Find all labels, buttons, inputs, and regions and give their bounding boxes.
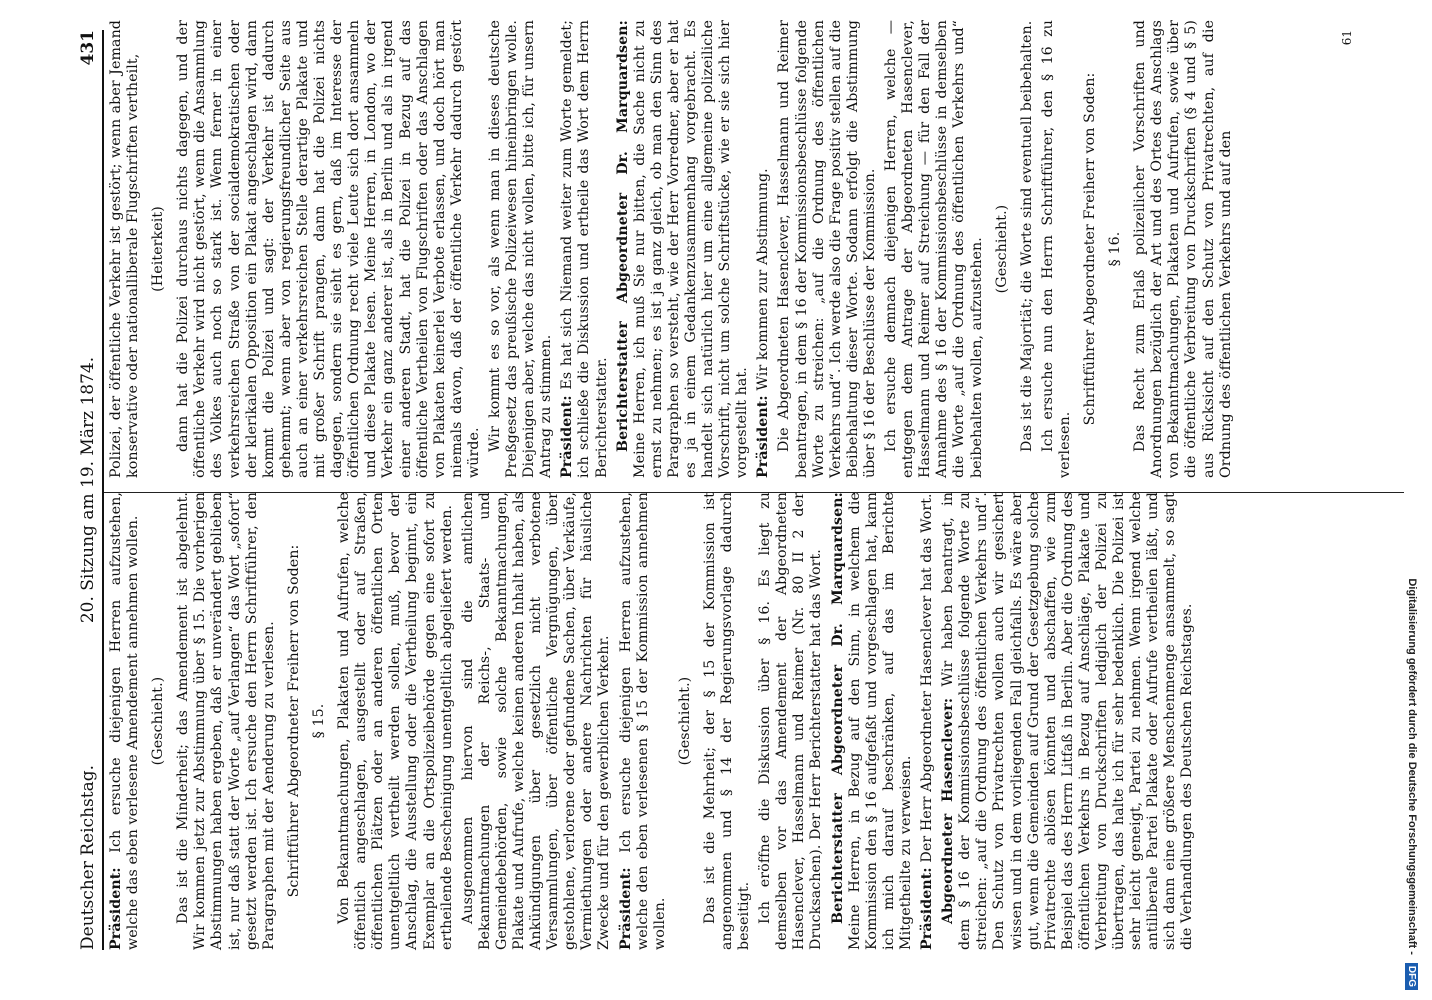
speaker-name: Präsident: — [919, 867, 936, 950]
header-left: Deutscher Reichstag. — [78, 765, 98, 950]
paragraph-text: Wir haben beantragt, in dem § 16 der Kommissionsbeschlüsse folgende Worte zu streichen: „auf die Ordnung des öffentlichen Verkehrs und“. Den Schutz von Privatrechten wollen auch wir gesichert wissen und in dem vorliegenden Fall gleichfalls. Es wäre aber gut, wenn die Gemeinden auf Grund der Gesetzgebung solche Privatrechte ablösen könnten und abschaffen, wie zum Beispiel das des Herrn Litfaß in Berlin. Aber die Ordnung des öffentlichen Verkehrs in Bezug auf Anschläge, Plakate und Verbreitung von Druckschriften lediglich der Polizei zu übertragen, das halte ich für sehr bedenklich. Die Polizei ist sehr leicht geneigt, Partei zu nehmen. Wenn irgend welche antiliberale Partei Plakate oder Aufrufe vertheilen läßt, und sich dann eine größere Menschenmenge ansammelt, so sagt die Verhandlungen des Deutschen Reichstages. — [940, 492, 1196, 950]
paragraph-text: Das ist die Minderheit; das Amendement ist abgelehnt. Wir kommen jetzt zur Abstimmung über § 15. Die vorherigen Abstimmungen haben ergeben, daß er unverändert geblieben ist, nur daß statt der Worte „auf Verlangen“ das Wort „sofort“ gesetzt werden ist. Ich ersuche den Herrn Schriftführer, den Paragraphen mit der Aenderung zu verlesen. — [175, 492, 277, 950]
paragraph — [559, 20, 610, 478]
paragraph-text: Ich ersuche diejenigen Herren aufzustehen, welche das eben verlesene Amendement annehmen wollen. — [108, 492, 142, 950]
paragraph-text: Polizei, der öffentliche Verkehr ist gestört; wenn aber Jemand konservative oder nationalliberale Flugschriften vertheilt, — [108, 20, 142, 478]
page-header — [70, 30, 104, 950]
centered-line: (Heiterkeit) — [150, 206, 167, 292]
paragraph — [618, 492, 669, 950]
paragraph — [1132, 20, 1235, 478]
paragraph-text: Ich ersuche nun den Herrn Schriftführer, den § 16 zu verlesen. — [1039, 20, 1073, 478]
paragraph-text: Die Abgeordneten Hasenclever, Hasselmann und Reimer beantragen, in dem § 16 der Kommissionsbeschlüsse folgende Worte zu streichen: „auf die Ordnung des öffentlichen Verkehrs und“. Ich werde also die Frage positiv stellen auf die Beibehaltung dieser Worte. Sodann erfolgt die Abstimmung über § 16 der Beschlüsse der Kommission. — [776, 20, 878, 478]
speaker-name: Berichterstatter Abgeordneter Dr. Marquardsen: — [614, 20, 631, 452]
centered-line: Schriftführer Abgeordneter Freiherr von Soden: — [1081, 72, 1098, 426]
paragraph-text: Wir kommen zur Abstimmung. — [755, 168, 772, 396]
paragraph — [940, 492, 1196, 950]
paragraph — [830, 492, 915, 950]
paragraph — [175, 492, 278, 950]
page-signature: 61 — [1340, 30, 1354, 46]
centered-line: (Geschieht.) — [150, 676, 167, 766]
paragraph — [757, 492, 825, 950]
paragraph — [883, 20, 986, 478]
centered-line: Schriftführer Abgeordneter Freiherr von Soden: — [285, 544, 302, 898]
speaker-name: Berichterstatter Abgeordneter Dr. Marquardsen: — [829, 492, 846, 924]
paragraph-text: Der Herr Abgeordneter Hasenclever hat das Wort. — [919, 493, 936, 868]
speaker-name: Präsident: — [755, 395, 772, 478]
speaker-name: Präsident: — [108, 867, 124, 950]
paragraph-text: Ich ersuche diejenigen Herren aufzustehen, welche den eben verlesenen § 15 der Kommission annehmen wollen. — [617, 492, 668, 950]
paragraph-text: Ich ersuche demnach diejenigen Herren, welche — entgegen dem Antrage der Abgeordneten Hasenclever, Hasselmann und Reimer auf Streichung — für den Fall der Annahme des § 16 der Kommissionsbeschlüsse in demselben die Worte „auf die Ordnung des öffentlichen Verkehrs und“ beibehalten wollen, aufzustehen. — [883, 20, 985, 478]
paragraph — [336, 492, 456, 950]
paragraph-text: Meine Herren, ich muß Sie nur bitten, die Sache nicht zu ernst zu nehmen; es ist ja ganz gleich, ob man den Sinn des Paragraphen so versteht, wie der Herr Vorredner, aber er hat es ja in einem Gedankenzusammenhang vorgebracht. Es handelt sich natürlich hier um eine allgemeine polizeiliche Vorschrift, nicht um solche Schriftstücke, wie er sie sich hier vorgestellt hat. — [631, 20, 751, 478]
paragraph — [1040, 20, 1074, 478]
paragraph-text: Wir kommt es so vor, als wenn man in dieses deutsche Preßgesetz das preußische Polizeiwesen hineinbringen wolle. Diejenigen aber, welche das nicht wollen, bitte ich, für unsern Antrag zu stimmen. — [486, 20, 555, 478]
centered-line: (Geschieht.) — [993, 204, 1010, 294]
dfg-logo: DFG — [1406, 963, 1419, 990]
dfg-side-note — [1392, 10, 1432, 990]
paragraph — [108, 492, 142, 950]
centered-line: § 16. — [1107, 231, 1124, 267]
centered-line: (Geschieht.) — [676, 676, 693, 766]
paragraph — [919, 492, 936, 950]
paragraph-text: Ich eröffne die Diskussion über § 16. Es liegt zu demselben vor das Amendement der Abgeordneten Hasenclever, Hasselmann und Reimer (Nr. 80 II 2 der Drucksachen). Der Herr Berichterstatter hat das Wort. — [757, 492, 825, 950]
page-number: 431 — [78, 30, 98, 66]
paragraph — [1019, 20, 1036, 478]
paragraph — [175, 20, 483, 478]
text-column-left — [108, 492, 1201, 950]
paragraph — [487, 20, 555, 478]
paragraph — [755, 20, 772, 478]
paragraph-text: Von Bekanntmachungen, Plakaten und Aufrufen, welche öffentlich angeschlagen, ausgestellt oder auf Straßen, öffentlichen Plätzen oder an anderen öffentlichen Orten unentgeltlich vertheilt werden sollen, muß, bevor der Anschlag, die Ausstellung oder die Vertheilung beginnt, ein Exemplar an die Ortspolizeibehörde gegen eine sofort zu ertheilende Bescheinigung unentgeltlich abgeliefert werden. — [336, 492, 455, 950]
paragraph-text: Ausgenommen hiervon sind die amtlichen Bekanntmachungen der Reichs-, Staats- und Gemeindebehörden, sowie solche Bekanntmachungen, Plakate und Aufrufe, welche keinen anderen Inhalt haben, als Ankündigungen über gesetzlich nicht verbotene Versammlungen, über öffentliche Vergnügungen, über gestohlene, verlorene oder gefundene Sachen, über Verkäufe, Vermiethungen oder andere Nachrichten für häusliche Zwecke und für den gewerblichen Verkehr. — [459, 492, 613, 950]
header-session: 20. Sitzung am 19. März 1874. — [78, 356, 98, 624]
centered-line: § 15. — [310, 703, 327, 739]
paragraph — [702, 492, 753, 950]
speaker-name: Abgeordneter Hasenclever: — [940, 697, 957, 924]
paragraph — [776, 20, 879, 478]
paragraph — [108, 20, 142, 478]
paragraph-text: Das ist die Mehrheit; der § 15 der Kommission ist angenommen und § 14 der Regierungsvorlage dadurch beseitigt. — [701, 492, 753, 950]
speaker-name: Präsident: — [559, 395, 576, 478]
paragraph-text: Es hat sich Niemand weiter zum Worte gemeldet; ich schließe die Diskussion und ertheile das Wort dem Herrn Berichterstatter. — [559, 20, 610, 478]
paragraph — [615, 20, 752, 478]
dfg-credit-text: Digitalisierung gefördert durch die Deutsche Forschungsgemeinschaft - — [1406, 578, 1418, 955]
paragraph-text: Das Recht zum Erlaß polizeilicher Vorschriften und Anordnungen bezüglich der Art und des Ortes des Anschlags von Bekanntmachungen, Plakaten und Aufrufen, sowie über die öffentliche Verbreitung von Druckschriften (§ 4 und § 5) aus Rücksicht auf den Schutz von Privatrechten, auf die Ordnung des öffentlichen Verkehrs und auf den — [1132, 20, 1234, 478]
speaker-name: Präsident: — [617, 867, 634, 950]
document-page — [0, 10, 1410, 990]
paragraph — [460, 492, 614, 950]
paragraph-text: Meine Herren, in Bezug auf den Sinn, in welchem die Kommission den § 16 aufgefaßt und vorgeschlagen hat, kann ich mich darauf beschränken, auf das im Berichte Mitgetheilte zu verweisen. — [846, 492, 914, 950]
paragraph-text: Das ist die Majorität; die Worte sind eventuell beibehalten. — [1018, 20, 1035, 452]
paragraph-text: dann hat die Polizei durchaus nichts dagegen, und der öffentliche Verkehr wird nicht gestört, wenn die Ansammlung des Volkes auch noch so stark ist. Wenn ferner in einer verkehrsreichen Straße von der socialdemokratischen oder der klerikalen Opposition ein Plakat angeschlagen wird, dann kommt die Polizei und sagt: der Verkehr ist dadurch gehemmt; wenn aber von regierungsfreundlicher Seite aus auch an einer verkehrsreichen Stelle derartige Plakate und mit großer Schrift prangen, dann hat die Polizei nichts dagegen, sondern sie sieht es gern, daß im Interesse der öffentlichen Ordnung recht viele Leute sich dort ansammeln und diese Plakate lesen. Meine Herren, in London, wo der Verkehr ein ganz anderer ist, als in Berlin und als in irgend einer anderen Stadt, hat die Polizei in Bezug auf das öffentliche Vertheilen von Flugschriften oder das Anschlagen von Plakaten keinerlei Verbote erlassen, und doch hört man niemals davon, daß der öffentliche Verkehr dadurch gestört würde. — [175, 20, 482, 478]
text-column-right — [108, 20, 1239, 478]
